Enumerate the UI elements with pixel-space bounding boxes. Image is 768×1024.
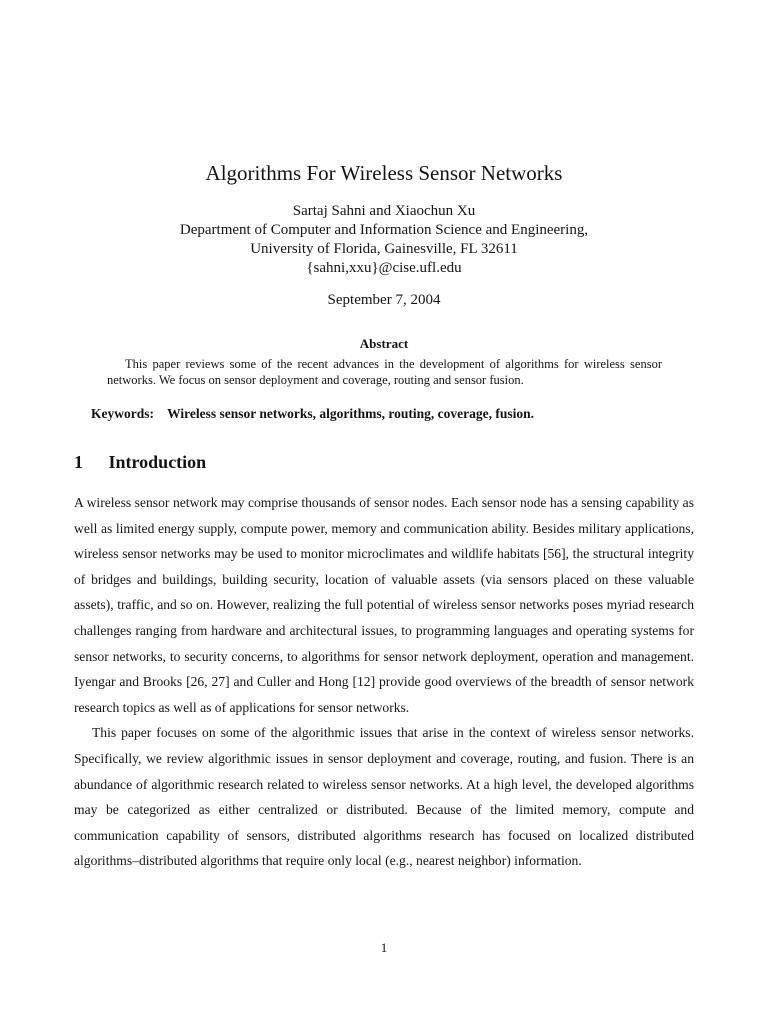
affiliation-line-1: Department of Computer and Information Science and Engineering, xyxy=(179,222,589,238)
section-body xyxy=(74,490,694,874)
author-email: {sahni,xxu}@cise.ufl.edu xyxy=(306,260,462,276)
keywords xyxy=(91,405,691,423)
paragraph: This paper focuses on some of the algorithmic issues that arise in the context of wireless sensor networks. Specifically, we review algorithmic issues in sensor deployment and coverage, routing, and fusion. There is an abundance of algorithmic research related to wireless sensor networks. At a high level, the developed algorithms may be categorized as either centralized or distributed. Because of the limited memory, compute and communication capability of sensors, distributed algorithms research has focused on localized distributed algorithms–distributed algorithms that require only local (e.g., nearest neighbor) information. xyxy=(74,725,694,869)
paragraph: A wireless sensor network may comprise thousands of sensor nodes. Each sensor node has a sensing capability as well as limited energy supply, compute power, memory and communication ability. Besides military applications, wireless sensor networks may be used to monitor microclimates and wildlife habitats [56], the structural integrity of bridges and buildings, building security, location of valuable assets (via sensors placed on these valuable assets), traffic, and so on. However, realizing the full potential of wireless sensor networks poses myriad research challenges ranging from hardware and architectural issues, to programming languages and operating systems for sensor networks, to security concerns, to algorithms for sensor network deployment, operation and management. Iyengar and Brooks [26, 27] and Culler and Hong [12] provide good overviews of the breadth of sensor network research topics as well as of applications for sensor networks. xyxy=(74,495,694,715)
author-block xyxy=(0,202,768,278)
page-number: 1 xyxy=(380,940,388,955)
keywords-label: Keywords: xyxy=(91,406,154,421)
abstract-text: This paper reviews some of the recent advances in the development of algorithms for wireless sensor networks. We focus on sensor deployment and coverage, routing and sensor fusion. xyxy=(107,357,662,387)
section-number: 1 xyxy=(74,452,83,472)
title-block xyxy=(0,158,768,310)
keywords-text: Wireless sensor networks, algorithms, routing, coverage, fusion. xyxy=(167,406,535,421)
section-title: Introduction xyxy=(108,452,207,472)
affiliation-line-2: University of Florida, Gainesville, FL 32611 xyxy=(250,241,518,257)
author-names: Sartaj Sahni and Xiaochun Xu xyxy=(292,203,476,219)
paper-date: September 7, 2004 xyxy=(327,292,441,308)
abstract-heading: Abstract xyxy=(359,336,409,351)
section-heading xyxy=(74,450,206,474)
paper-title: Algorithms For Wireless Sensor Networks xyxy=(205,161,563,185)
